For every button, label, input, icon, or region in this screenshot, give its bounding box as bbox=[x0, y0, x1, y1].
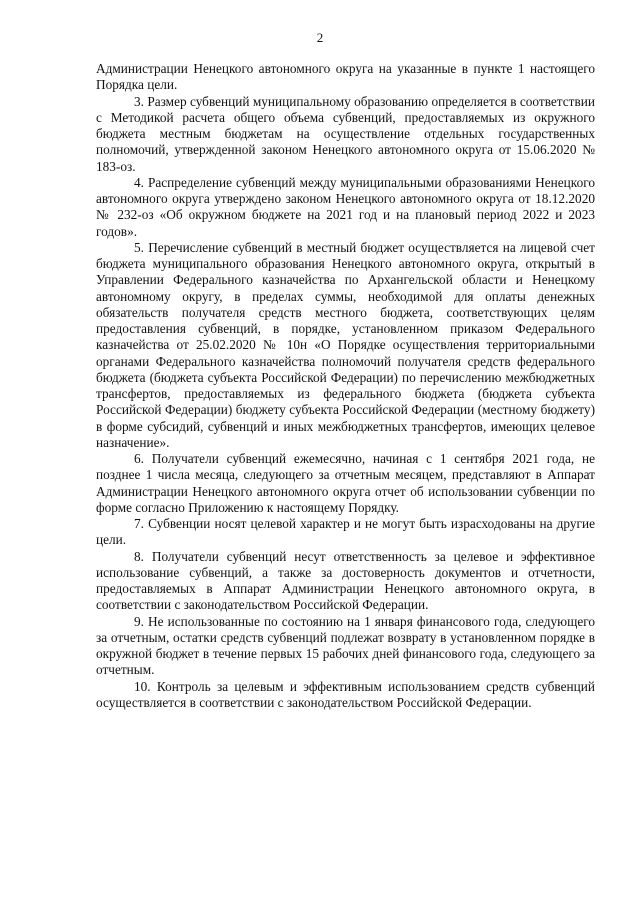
paragraph-3: 3. Размер субвенций муниципальному образованию определяется в соответствии с Методикой расчета общего объема субвенций, предоставляемых из окружного бюджета местным бюджетам на осуществление отдельных государственных полномочий, утвержденной законом Ненецкого автономного округа от 15.06.2020 № 183-оз. bbox=[96, 93, 595, 174]
paragraph-9: 9. Не использованные по состоянию на 1 января финансового года, следующего за отчетным, остатки средств субвенций подлежат возврату в установленном порядке в окружной бюджет в течение первых 15 рабочих дней финансового года, следующего за отчетным. bbox=[96, 613, 595, 678]
paragraph-5: 5. Перечисление субвенций в местный бюджет осуществляется на лицевой счет бюджета муниципального образования Ненецкого автономного округа, открытый в Управлении Федерального казначейства по Архангельской области и Ненецкому автономному округу, в пределах суммы, необходимой для оплаты денежных обязательств получателя средств местного бюджета, соответствующих целям предоставления субвенций, в порядке, установленном приказом Федерального казначейства от 25.02.2020 № 10н «О Порядке осуществления территориальными органами Федерального казначейства полномочий получателя средств федерального бюджета (бюджета субъекта Российской Федерации) по перечислению межбюджетных трансфертов, предоставляемых из федерального бюджета (бюджета субъекта Российской Федерации) бюджету субъекта Российской Федерации (местному бюджету) в форме субсидий, субвенций и иных межбюджетных трансфертов, имеющих целевое назначение». bbox=[96, 239, 595, 450]
document-body bbox=[96, 61, 595, 711]
page-number: 2 bbox=[316, 30, 324, 45]
paragraph-7: 7. Субвенции носят целевой характер и не могут быть израсходованы на другие цели. bbox=[96, 516, 595, 548]
paragraph-4: 4. Распределение субвенций между муниципальными образованиями Ненецкого автономного округа утверждено законом Ненецкого автономного округа от 18.12.2020 № 232-оз «Об окружном бюджете на 2021 год и на плановый период 2022 и 2023 годов». bbox=[96, 174, 595, 239]
paragraph-6: 6. Получатели субвенций ежемесячно, начиная с 1 сентября 2021 года, не позднее 1 числа месяца, следующего за отчетным месяцем, представляют в Аппарат Администрации Ненецкого автономного округа отчет об использовании субвенции по форме согласно Приложению к настоящему Порядку. bbox=[96, 451, 595, 515]
paragraph-8: 8. Получатели субвенций несут ответственность за целевое и эффективное использование субвенций, а также за достоверность документов и отчетности, предоставляемых в Аппарат Администрации Ненецкого автономного округа, в соответствии с законодательством Российской Федерации. bbox=[96, 548, 595, 613]
paragraph-continuation: Администрации Ненецкого автономного округа на указанные в пункте 1 настоящего Порядка цели. bbox=[96, 61, 595, 93]
paragraph-10: 10. Контроль за целевым и эффективным использованием средств субвенций осуществляется в соответствии с законодательством Российской Федерации. bbox=[96, 678, 595, 710]
